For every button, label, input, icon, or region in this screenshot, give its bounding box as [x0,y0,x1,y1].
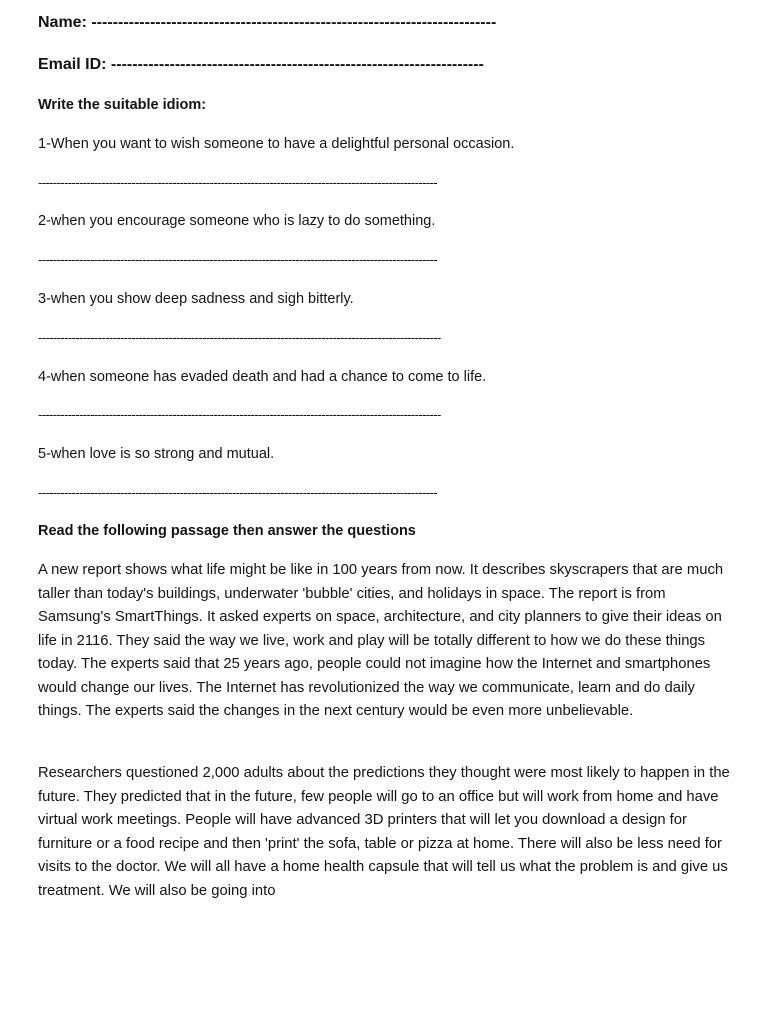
passage-paragraph-1 [38,559,738,724]
passage-heading: Read the following passage then answer the questions [38,523,416,539]
question-2: 2-when you encourage someone who is lazy to do something. [38,213,436,229]
passage-paragraph-1-text: A new report shows what life might be like in 100 years from now. It describes skyscrapers that are much taller than today's buildings, underwater 'bubble' cities, and holidays in space. The report is from Samsung's SmartThings. It asked experts on space, architecture, and city planners to give their ideas on life in 2116. They said the way we live, work and play will be totally different to how we do these things today. The experts said that 25 years ago, people could not imagine how the Internet and smartphones would change our lives. The Internet has revolutionized the way we communicate, learn and do daily things. The experts said the changes in the next century would be even more unbelievable. [38,562,724,719]
answer-line-3: ------------------------------------------------------------------------------------------------------------ [38,331,441,345]
passage-paragraph-2 [38,762,738,903]
answer-line-2: ----------------------------------------------------------------------------------------------------------- [38,253,438,267]
idiom-section-heading: Write the suitable idiom: [38,97,207,113]
question-4: 4-when someone has evaded death and had a chance to come to life. [38,369,487,385]
answer-line-5: ----------------------------------------------------------------------------------------------------------- [38,486,438,500]
email-field-label: Email ID: ---------------------------------------------------------------------- [38,56,484,73]
question-1: 1-When you want to wish someone to have a delightful personal occasion. [38,136,515,152]
answer-line-4: ------------------------------------------------------------------------------------------------------------ [38,408,441,422]
question-3: 3-when you show deep sadness and sigh bitterly. [38,291,354,307]
answer-line-1: ----------------------------------------------------------------------------------------------------------- [38,176,438,190]
name-field-label: Name: ---------------------------------------------------------------------------- [38,14,497,31]
passage-paragraph-2-text: Researchers questioned 2,000 adults about the predictions they thought were most likely to happen in the future. They predicted that in the future, few people will go to an office but will work from home and have virtual work meetings. People will have advanced 3D printers that will let you download a design for furniture or a food recipe and then 'print' the sofa, table or pizza at home. There will also be less need for visits to the doctor. We will all have a home health capsule that will tell us what the problem is and give us treatment. We will also be going into [38,765,730,899]
question-5: 5-when love is so strong and mutual. [38,446,275,462]
